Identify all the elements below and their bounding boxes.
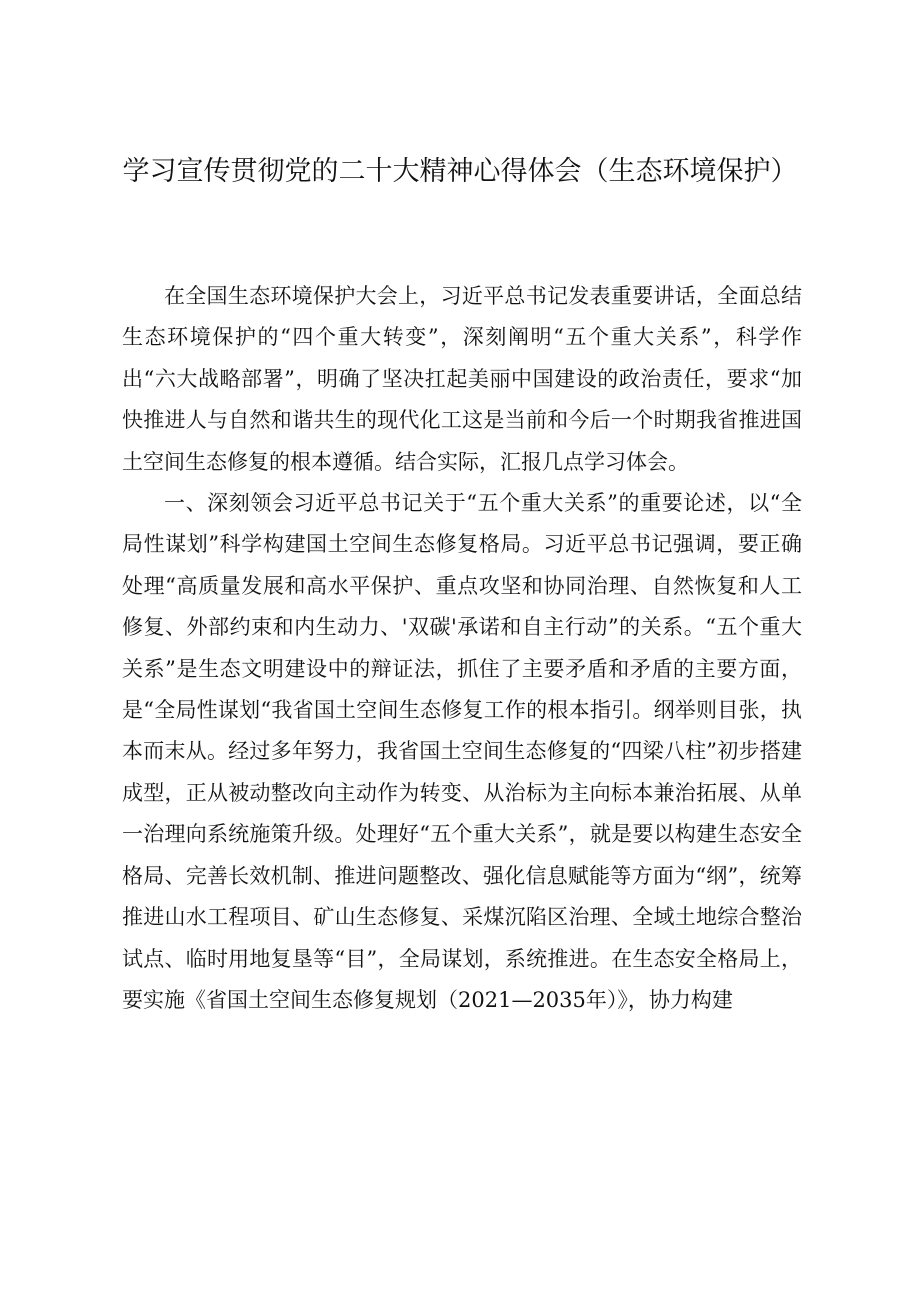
document-body: [122, 276, 802, 1021]
paragraph-intro: 在全国生态环境保护大会上，习近平总书记发表重要讲话，全面总结生态环境保护的“四个重大转变”，深刻阐明“五个重大关系”，科学作出“六大战略部署”，明确了坚决扛起美丽中国建设的政治责任，要求“加快推进人与自然和谐共生的现代化工这是当前和今后一个时期我省推进国土空间生态修复的根本遵循。结合实际，汇报几点学习体会。: [122, 284, 802, 474]
document-title: 学习宣传贯彻党的二十大精神心得体会（生态环境保护）: [122, 156, 798, 187]
paragraph-section-one: 一、深刻领会习近平总书记关于“五个重大关系”的重要论述，以“全局性谋划”科学构建国土空间生态修复格局。习近平总书记强调，要正确处理“高质量发展和高水平保护、重点攻坚和协同治理、自然恢复和人工修复、外部约束和内生动力、'双碳'承诺和自主行动”的关系。“五个重大关系”是生态文明建设中的辩证法，抓住了主要矛盾和矛盾的主要方面，是“全局性谋划“我省国土空间生态修复工作的根本指引。纲举则目张，执本而末从。经过多年努力，我省国土空间生态修复的“四梁八柱”初步搭建成型，正从被动整改向主动作为转变、从治标为主向标本兼治拓展、从单一治理向系统施策升级。处理好“五个重大关系”，就是要以构建生态安全格局、完善长效机制、推进问题整改、强化信息赋能等方面为“纲”，统筹推进山水工程项目、矿山生态修复、采煤沉陷区治理、全域土地综合整治试点、临时用地复垦等“目”，全局谋划，系统推进。在生态安全格局上，要实施《省国土空间生态修复规划（2021—2035年）》，协力构建: [122, 491, 802, 1012]
